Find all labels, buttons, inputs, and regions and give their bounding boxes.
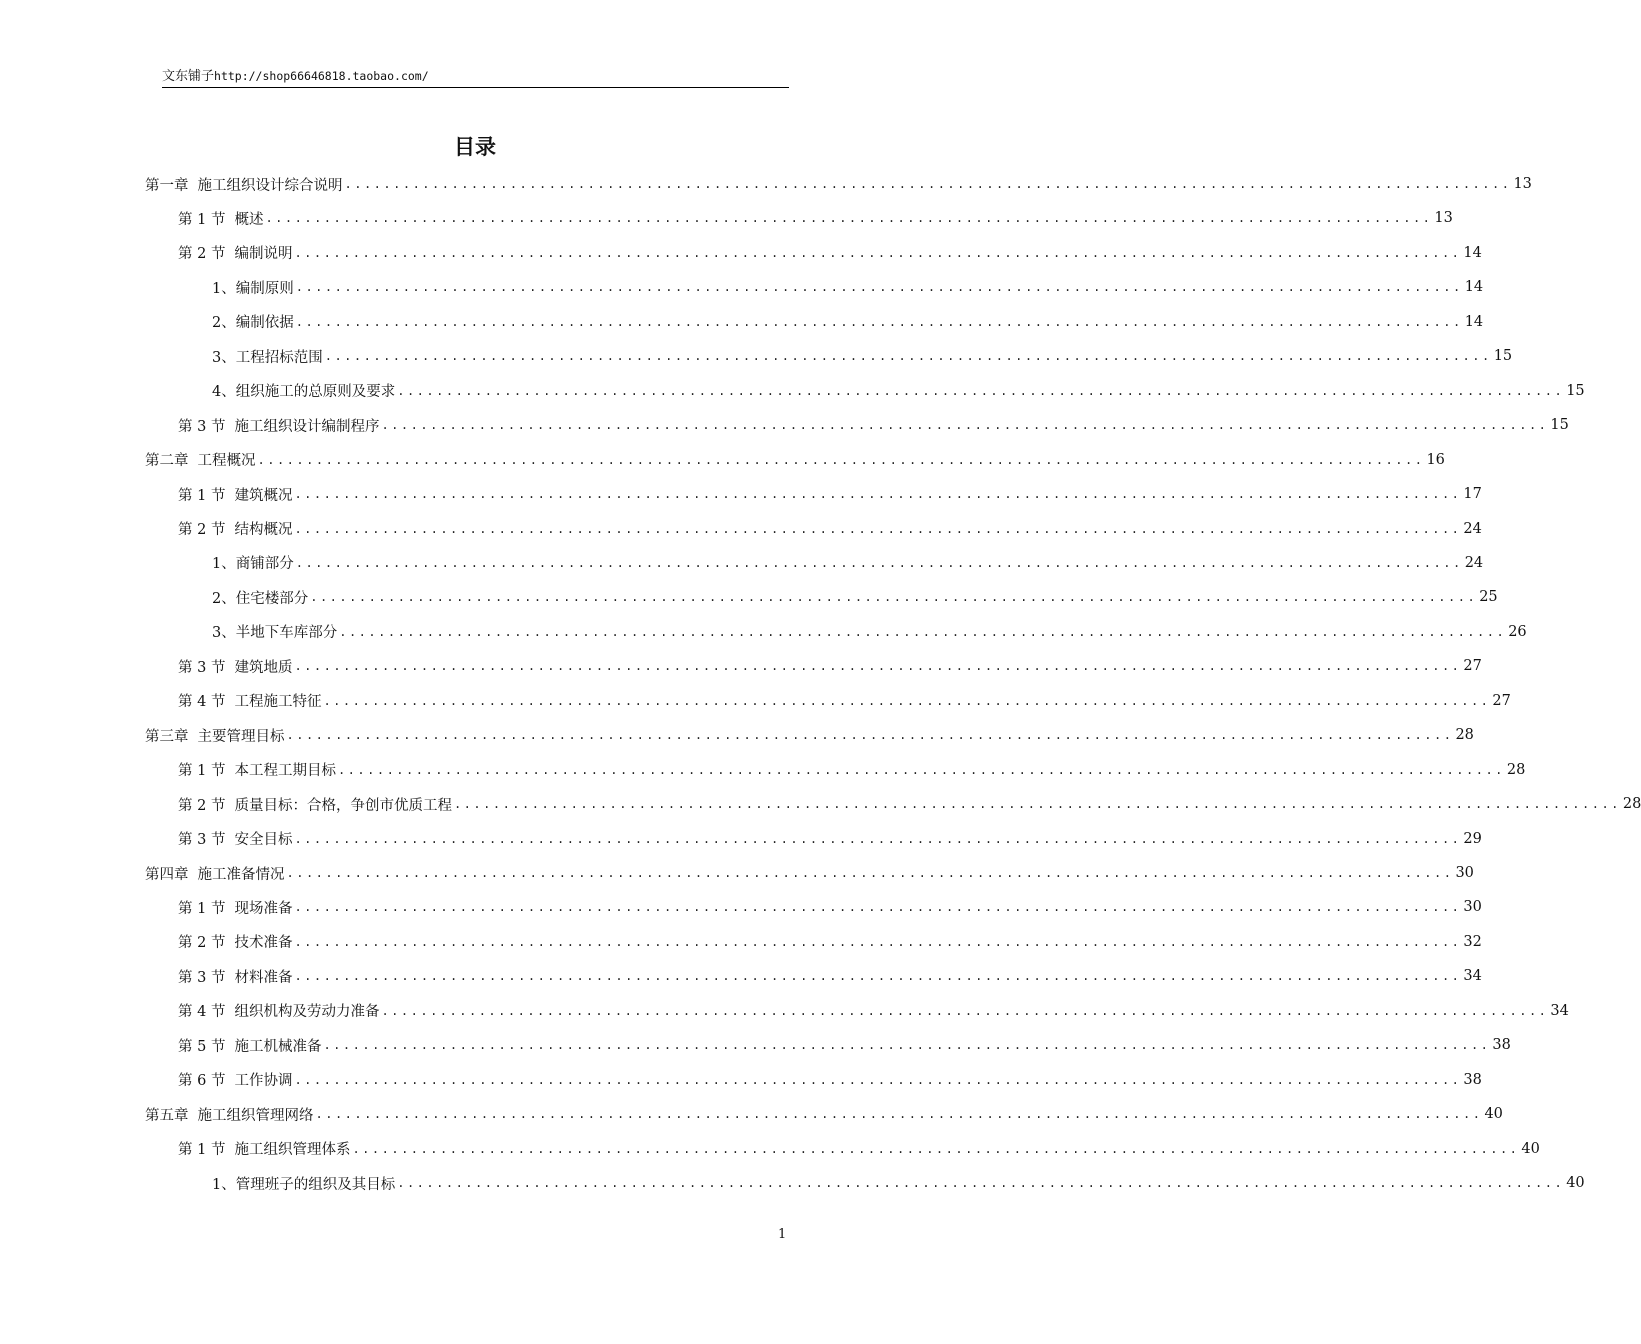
toc-entry-label: 安全目标 <box>234 832 293 849</box>
toc-entry-number: 第 1 节 <box>178 900 226 917</box>
toc-entry[interactable] <box>178 201 1453 235</box>
toc-entry-number: 第五章 <box>145 1107 189 1124</box>
toc-entry[interactable] <box>178 512 1482 546</box>
toc-entry[interactable] <box>145 856 1474 890</box>
toc-entry-page: 17 <box>1463 486 1482 503</box>
toc-entry[interactable] <box>178 1028 1511 1062</box>
toc-entry-number: 1、 <box>212 280 236 297</box>
toc-entry-number: 第 1 节 <box>178 211 226 228</box>
toc-entry-number: 第二章 <box>145 453 189 470</box>
toc-entry-label: 组织机构及劳动力准备 <box>234 1004 380 1021</box>
toc-entry[interactable] <box>178 890 1482 924</box>
toc-entry-page: 38 <box>1463 1071 1482 1088</box>
toc-entry[interactable] <box>178 994 1569 1028</box>
toc-entry-number: 2、 <box>212 315 236 332</box>
toc-leader-dots: ........................................................................................................................ <box>339 624 1507 639</box>
toc-entry-page: 27 <box>1463 658 1482 675</box>
toc-entry-page: 27 <box>1492 692 1511 709</box>
toc-entry-number: 第三章 <box>145 728 189 745</box>
toc-leader-dots: ........................................................................................................................ <box>397 383 1565 398</box>
toc-entry-number: 第四章 <box>145 866 189 883</box>
toc-entry-label: 住宅楼部分 <box>235 590 309 607</box>
toc-entry-label: 施工准备情况 <box>197 866 285 883</box>
toc-entry-number: 1、 <box>212 1176 236 1193</box>
toc-leader-dots: ........................................................................................................................ <box>294 245 1462 260</box>
toc-entry-number: 第 6 节 <box>178 1073 226 1090</box>
toc-entry[interactable] <box>145 443 1445 477</box>
toc-entry-page: 13 <box>1513 176 1532 192</box>
toc-entry-page: 28 <box>1622 796 1641 813</box>
toc-entry-page: 40 <box>1484 1106 1503 1123</box>
toc-entry-number: 第 2 节 <box>178 522 226 538</box>
header-url[interactable]: http://shop66646818.taobao.com/ <box>214 69 429 83</box>
toc-entry-label: 管理班子的组织及其目标 <box>235 1176 396 1193</box>
toc-entry-page: 26 <box>1508 623 1527 640</box>
toc-entry-label: 建筑概况 <box>234 487 293 504</box>
toc-entry[interactable] <box>178 684 1511 718</box>
toc-entry[interactable] <box>212 615 1527 649</box>
toc-leader-dots: ........................................................................................................................ <box>294 900 1462 915</box>
toc-leader-dots: ........................................................................................................................ <box>397 1176 1565 1191</box>
toc-leader-dots: ........................................................................................................................ <box>344 177 1512 191</box>
toc-entry-number: 第 3 节 <box>178 418 226 435</box>
toc-entry-page: 30 <box>1455 865 1474 881</box>
toc-entry-label: 半地下车库部分 <box>235 625 338 642</box>
toc-leader-dots: ........................................................................................................................ <box>295 314 1463 329</box>
toc-entry-page: 24 <box>1464 554 1484 571</box>
toc-entry[interactable] <box>145 718 1474 752</box>
toc-entry-label: 工程概况 <box>197 453 256 470</box>
toc-entry-page: 34 <box>1463 968 1482 985</box>
toc-entry-number: 第 3 节 <box>178 659 226 676</box>
toc-entry-page: 13 <box>1434 210 1453 227</box>
toc-entry-label: 施工组织管理体系 <box>234 1142 351 1159</box>
toc-entry-number: 第一章 <box>145 177 189 194</box>
toc-leader-dots: ........................................................................................................................ <box>381 1003 1549 1018</box>
toc-entry-label: 概述 <box>234 211 264 228</box>
toc-entry-number: 第 1 节 <box>178 763 226 780</box>
toc-entry-number: 第 4 节 <box>178 694 226 711</box>
toc-entry-label: 结构概况 <box>234 522 293 538</box>
toc-entry-label: 本工程工期目标 <box>234 763 336 780</box>
toc-entry-page: 14 <box>1463 244 1482 261</box>
toc-leader-dots: ........................................................................................................................ <box>294 487 1462 502</box>
toc-entry-page: 40 <box>1521 1140 1540 1157</box>
toc-leader-dots: ........................................................................................................................ <box>294 1072 1462 1087</box>
toc-leader-dots: ........................................................................................................................ <box>323 693 1491 708</box>
toc-entry[interactable] <box>178 925 1482 959</box>
toc-entry-label: 建筑地质 <box>234 659 293 676</box>
toc-entry-page: 14 <box>1464 313 1484 330</box>
toc-entry-page: 25 <box>1479 589 1498 606</box>
toc-entry[interactable] <box>178 649 1482 683</box>
toc-entry-number: 4、 <box>212 384 236 401</box>
toc-leader-dots: ........................................................................................................................ <box>286 866 1454 880</box>
toc-entry[interactable] <box>178 236 1482 270</box>
toc-entry-label: 工程施工特征 <box>234 694 322 711</box>
toc-leader-dots: ........................................................................................................................ <box>294 521 1462 536</box>
toc-entry-page: 15 <box>1566 382 1585 399</box>
page-header <box>162 68 789 88</box>
toc-entry-number: 第 3 节 <box>178 832 226 849</box>
toc-entry-label: 现场准备 <box>234 900 293 917</box>
toc-entry-number: 第 2 节 <box>178 246 226 263</box>
toc-entry[interactable] <box>178 787 1641 821</box>
toc-entry-label: 技术准备 <box>234 935 293 952</box>
toc-entry[interactable] <box>212 270 1484 304</box>
toc-entry-label: 工程招标范围 <box>235 349 323 366</box>
toc-leader-dots: ........................................................................................................................ <box>257 452 1425 467</box>
toc-leader-dots: ........................................................................................................................ <box>337 762 1505 777</box>
toc-entry[interactable] <box>145 1097 1503 1131</box>
toc-entry-number: 第 2 节 <box>178 797 226 814</box>
toc-entry-number: 2、 <box>212 590 236 607</box>
toc-leader-dots: ........................................................................................................................ <box>286 728 1454 743</box>
toc-entry-label: 材料准备 <box>234 969 293 986</box>
toc-entry-label: 施工机械准备 <box>234 1038 322 1055</box>
toc-entry-label: 质量目标：合格，争创市优质工程 <box>234 797 452 814</box>
toc-entry-label: 施工组织设计综合说明 <box>197 177 343 194</box>
toc-entry-label: 主要管理目标 <box>197 728 285 745</box>
toc-leader-dots: ........................................................................................................................ <box>453 797 1621 812</box>
toc-leader-dots: ........................................................................................................................ <box>294 934 1462 949</box>
toc-leader-dots: ........................................................................................................................ <box>295 555 1463 570</box>
toc-entry-page: 28 <box>1455 727 1474 744</box>
toc-entry-page: 15 <box>1550 417 1569 434</box>
toc-entry[interactable] <box>178 477 1482 511</box>
toc-entry-page: 30 <box>1463 899 1482 916</box>
toc-entry[interactable] <box>178 753 1526 787</box>
toc-entry-number: 3、 <box>212 349 236 366</box>
toc-leader-dots: ........................................................................................................................ <box>310 590 1478 605</box>
toc-entry[interactable] <box>212 580 1498 614</box>
toc-leader-dots: ........................................................................................................................ <box>315 1107 1483 1122</box>
toc-entry-number: 第 1 节 <box>178 487 226 504</box>
toc-entry-number: 1、 <box>212 556 236 573</box>
toc-entry[interactable] <box>178 1063 1482 1097</box>
toc-entry-page: 29 <box>1463 830 1482 847</box>
toc-entry-label: 编制说明 <box>234 246 293 263</box>
toc-entry-page: 15 <box>1493 348 1513 365</box>
toc-entry-label: 组织施工的总原则及要求 <box>235 384 396 401</box>
toc-leader-dots: ........................................................................................................................ <box>323 1038 1491 1053</box>
toc-entry-number: 第 2 节 <box>178 935 226 952</box>
toc-entry[interactable] <box>212 546 1484 580</box>
toc-leader-dots: ........................................................................................................................ <box>265 211 1433 226</box>
toc-entry[interactable] <box>178 822 1482 856</box>
toc-leader-dots: ........................................................................................................................ <box>294 969 1462 984</box>
toc-entry-page: 24 <box>1463 520 1482 537</box>
toc-entry[interactable] <box>212 339 1513 373</box>
toc-entry-page: 38 <box>1492 1037 1511 1054</box>
toc-entry-page: 16 <box>1426 451 1445 468</box>
toc-entry-number: 3、 <box>212 625 236 642</box>
toc-entry[interactable] <box>178 408 1569 442</box>
toc-entry[interactable] <box>212 305 1484 339</box>
toc-entry-page: 40 <box>1566 1175 1585 1192</box>
toc-entry[interactable] <box>178 1132 1540 1166</box>
toc-entry-page: 14 <box>1464 279 1484 296</box>
toc-entry-label: 编制原则 <box>235 280 294 297</box>
toc-entry[interactable] <box>145 167 1532 201</box>
toc-entry-number: 第 5 节 <box>178 1038 226 1055</box>
toc-leader-dots: ........................................................................................................................ <box>295 280 1463 295</box>
page-title: 目录 <box>454 135 496 159</box>
toc-entry-number: 第 1 节 <box>178 1142 226 1159</box>
toc-entry-page: 28 <box>1506 761 1526 778</box>
toc-entry-label: 工作协调 <box>234 1073 293 1090</box>
toc-entry[interactable] <box>178 959 1482 993</box>
toc-entry-label: 编制依据 <box>235 315 294 332</box>
page-number: 1 <box>778 1227 787 1242</box>
toc-leader-dots: ........................................................................................................................ <box>294 659 1462 674</box>
toc-entry-page: 32 <box>1463 933 1482 950</box>
header-shop-name: 文东铺子 <box>162 69 215 84</box>
toc-entry-label: 商铺部分 <box>235 556 294 573</box>
toc-entry-label: 施工组织设计编制程序 <box>234 418 380 435</box>
toc-entry-label: 施工组织管理网络 <box>197 1107 314 1124</box>
toc-entry-number: 第 4 节 <box>178 1004 226 1021</box>
toc-leader-dots: ........................................................................................................................ <box>381 418 1549 433</box>
toc-entry-number: 第 3 节 <box>178 969 226 986</box>
toc-entry[interactable] <box>212 374 1585 408</box>
toc-entry-page: 34 <box>1550 1002 1569 1019</box>
toc-leader-dots: ........................................................................................................................ <box>294 831 1462 846</box>
toc-leader-dots: ........................................................................................................................ <box>324 349 1492 364</box>
toc-leader-dots: ........................................................................................................................ <box>352 1141 1520 1156</box>
toc-entry[interactable] <box>212 1166 1585 1200</box>
